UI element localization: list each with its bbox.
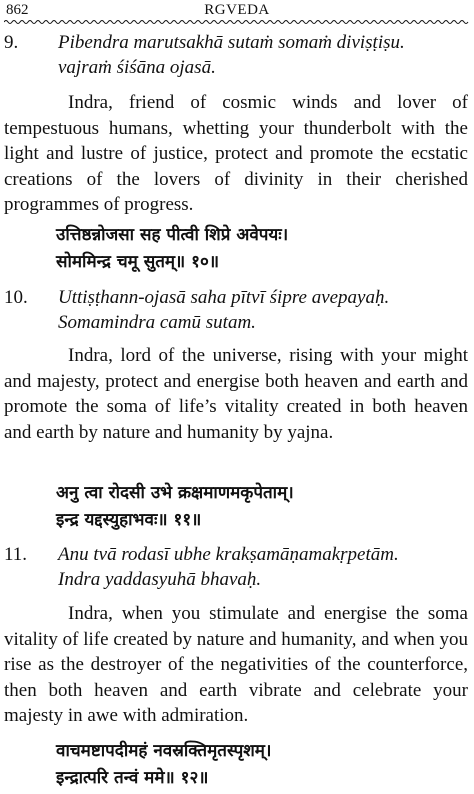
verse-9-translation	[4, 90, 468, 218]
translation-text: Indra, friend of cosmic winds and lover of tempestuous humans, whetting your thunderbolt with the light and lustre of justice, protect and promote the ecstatic creations of the lovers of divinity in their cherished programmes of progress.	[4, 92, 468, 215]
verse-number: 11.	[4, 544, 28, 565]
decorative-wavy-rule	[4, 19, 470, 25]
translit-line: Indra yaddasyuhā bhavaḥ.	[58, 569, 262, 590]
page-number: 862	[6, 2, 29, 18]
sanskrit-line: सोममिन्द्र चमू सुतम्॥ १०॥	[56, 252, 220, 272]
sanskrit-line: अनु त्वा रोदसी उभे क्रक्षमाणमकृपेताम्।	[56, 483, 294, 503]
page-header	[4, 0, 470, 24]
translit-line: Uttiṣṭhann-ojasā saha pītvī śipre avepayaḥ.	[58, 287, 390, 308]
verse-10-transliteration-block	[4, 287, 468, 337]
translation-text: Indra, when you stimulate and energise the soma vitality of life created by nature and humanity, and when you rise as the destroyer of the negativities of the counterforce, then both heaven and earth vibrate and celebrate your majesty in awe with admiration.	[4, 603, 468, 726]
verse-12-sanskrit-block	[4, 738, 468, 792]
verse-11-translation	[4, 601, 468, 729]
verse-11-sanskrit-block	[4, 480, 468, 530]
translit-line: vajraṁ śiśāna ojasā.	[58, 57, 216, 78]
verse-9-transliteration-block	[4, 32, 468, 82]
translit-line: Anu tvā rodasī ubhe krakṣamāṇamakṛpetām.	[58, 544, 399, 565]
running-title: RGVEDA	[204, 2, 270, 18]
translit-line: Pibendra marutsakhā sutaṁ somaṁ diviṣṭiṣu.	[58, 32, 405, 53]
translit-line: Somamindra camū sutam.	[58, 312, 256, 333]
verse-number: 9.	[4, 32, 19, 53]
sanskrit-line: इन्द्रात्परि तन्वं ममे॥ १२॥	[56, 768, 209, 788]
verse-11-transliteration-block	[4, 544, 468, 594]
verse-number: 10.	[4, 287, 28, 308]
translation-text: Indra, lord of the universe, rising with your might and majesty, protect and energise both heaven and earth and promote the soma of life’s vitality created in both heaven and earth by nature and humanity by yajna.	[4, 345, 468, 443]
sanskrit-line: वाचमष्टापदीमहं नवस्रक्तिमृतस्पृशम्।	[56, 741, 272, 761]
sanskrit-line: इन्द्र यद्दस्युहाभवः॥ ११॥	[56, 510, 202, 530]
verse-10-translation	[4, 343, 468, 445]
sanskrit-line: उत्तिष्ठन्नोजसा सह पीत्वी शिप्रे अवेपयः।	[56, 225, 289, 245]
verse-10-sanskrit-block	[4, 222, 468, 272]
